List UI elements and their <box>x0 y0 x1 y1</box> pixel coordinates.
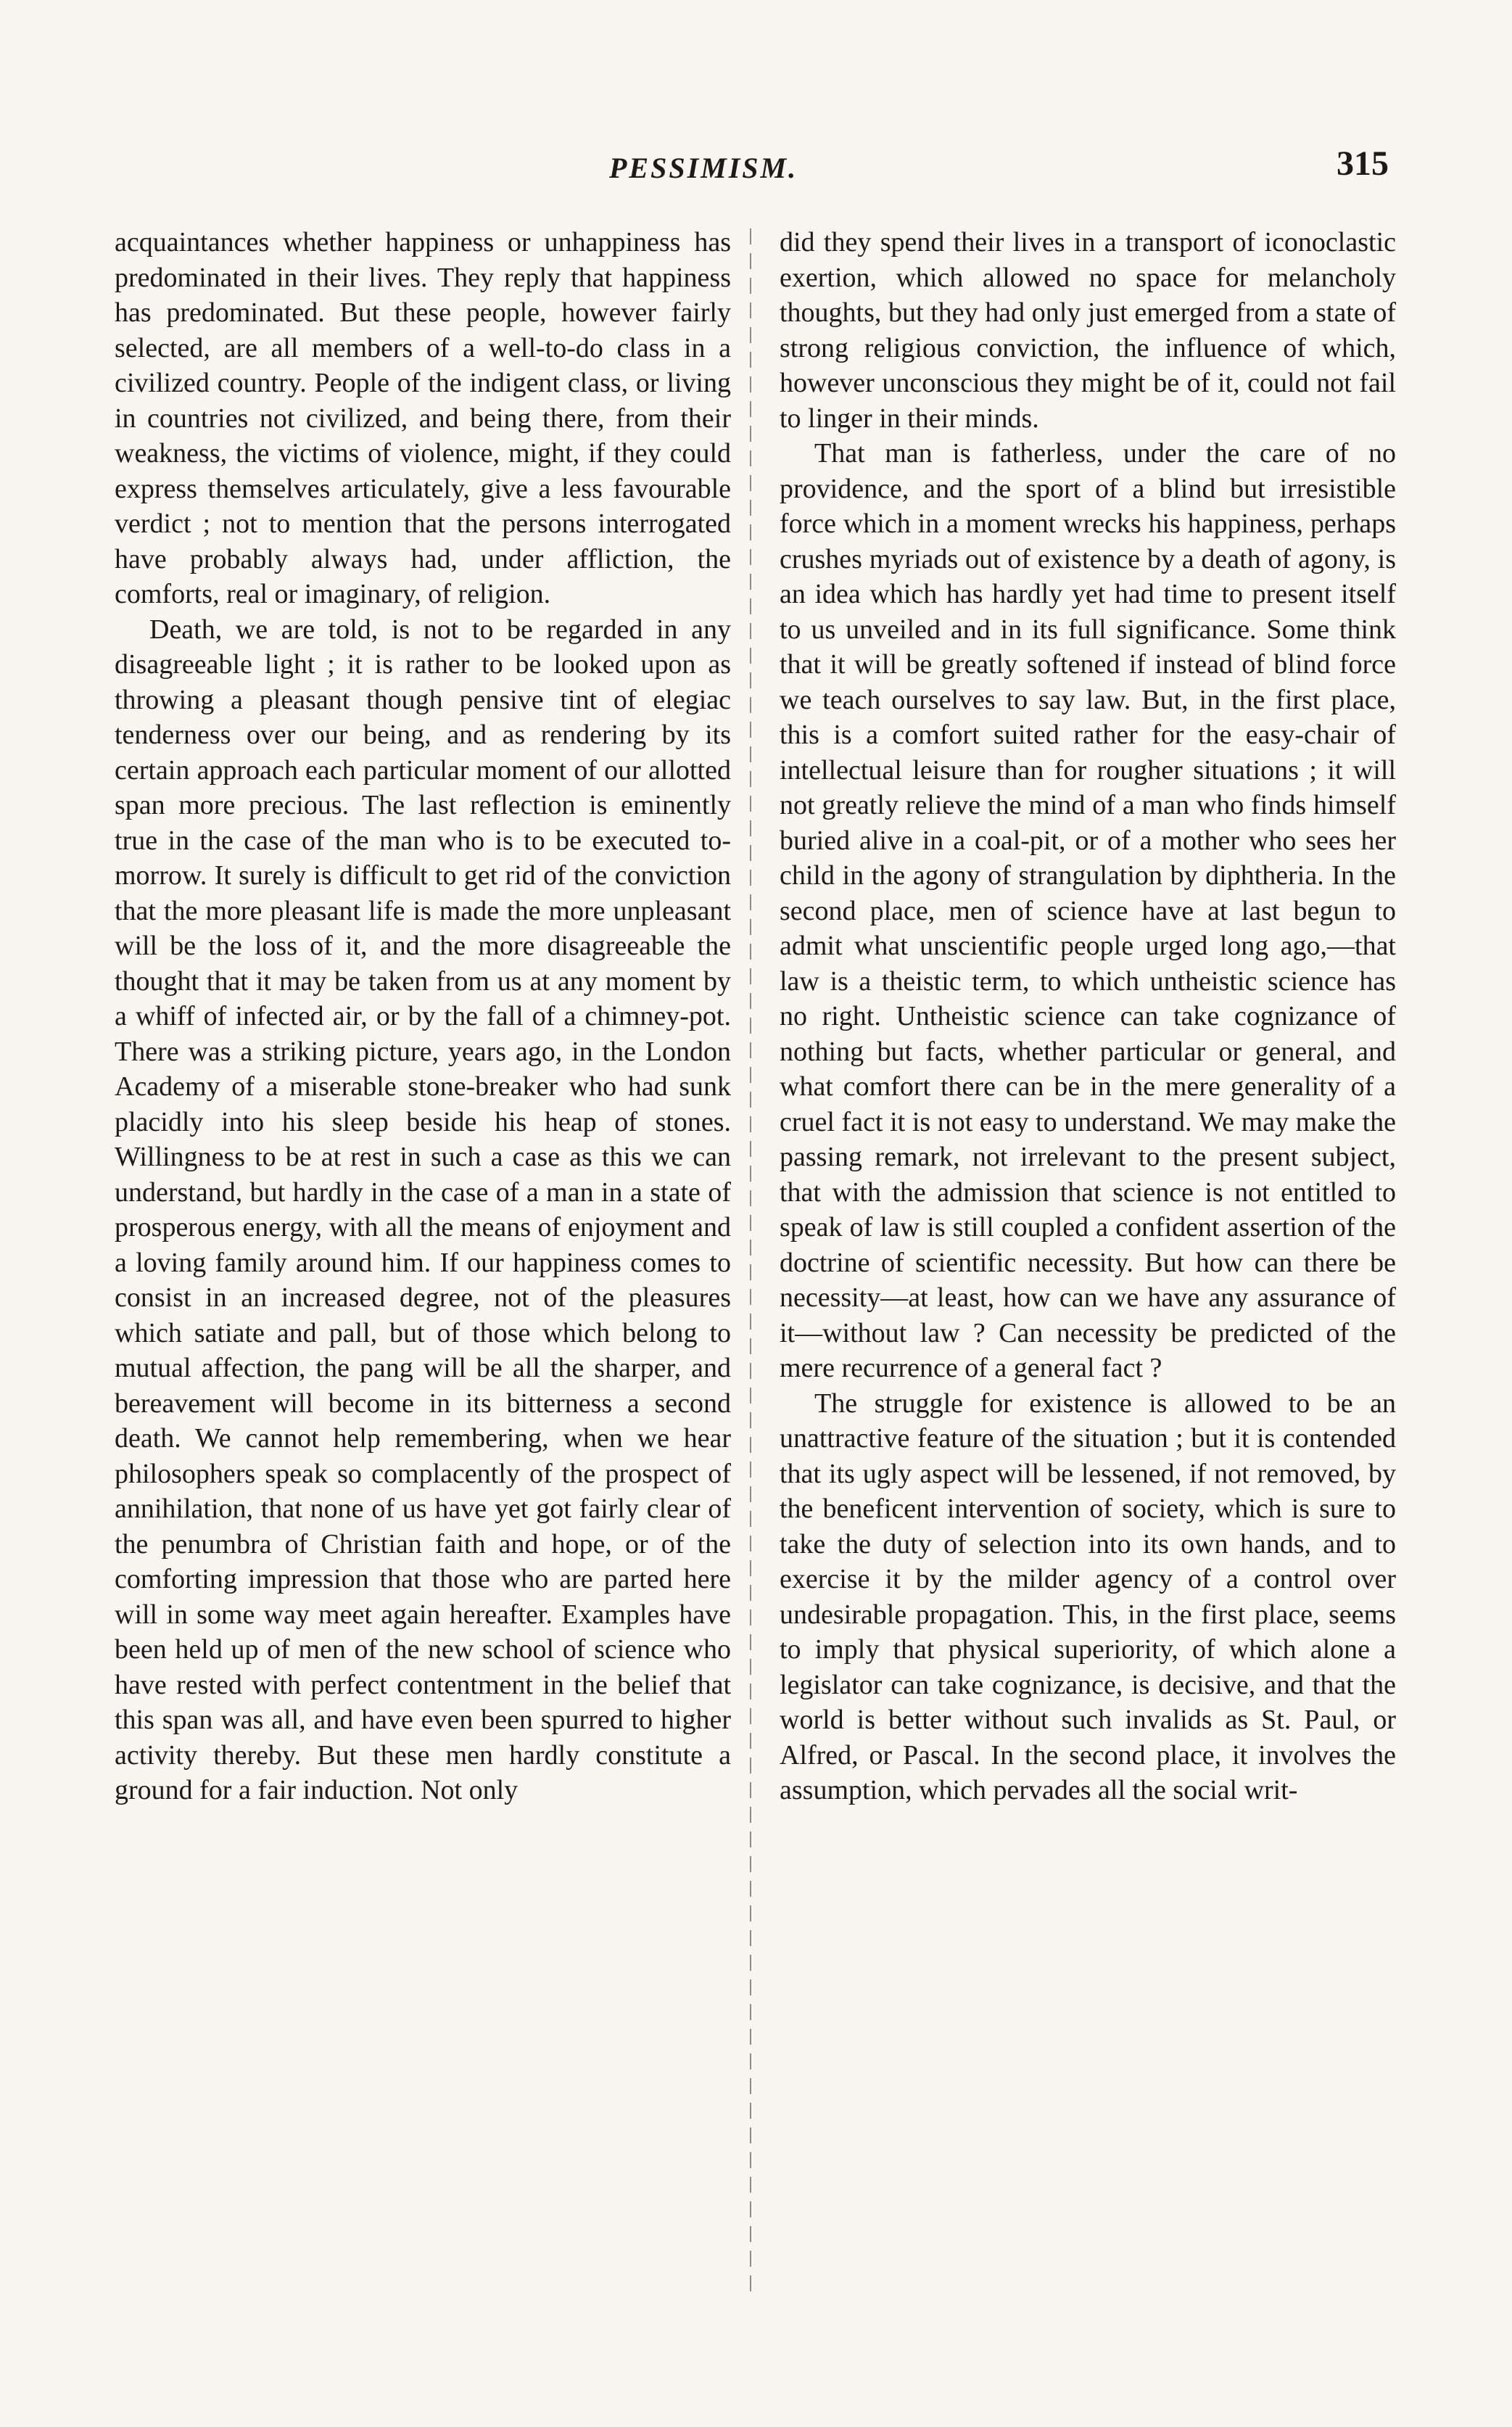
right-text-column <box>780 225 1396 1808</box>
left-text-column <box>115 225 731 1808</box>
page-number: 315 <box>1337 144 1389 183</box>
paragraph: The struggle for existence is allowed to be an unattractive feature of the situation ; but it is contended that its ugly aspect will be lessened, if not removed, by the beneficent intervention of society, which is sure to take the duty of selection into its own hands, and to exercise it by the milder agency of a control over undesirable propagation. This, in the first place, seems to imply that physical superiority, of which alone a legislator can take cognizance, is decisive, and that the world is better without such invalids as St. Paul, or Alfred, or Pascal. In the second place, it involves the assumption, which pervades all the social writ- <box>780 1388 1396 1805</box>
paragraph: acquaintances whether happiness or unhappiness has predominated in their lives. They reply that happiness has predominated. But these people, however fairly selected, are all members of a well-to-do class in a civilized country. People of the indigent class, or living in countries not civilized, and being there, from their weakness, the victims of violence, might, if they could express themselves articulately, give a less favourable verdict ; not to mention that the persons interrogated have probably always had, under affliction, the comforts, real or imaginary, of religion. <box>115 227 731 609</box>
running-head-title: PESSIMISM. <box>609 152 798 184</box>
paragraph: That man is fatherless, under the care of no providence, and the sport of a blind but irresistible force which in a moment wrecks his happiness, perhaps crushes myriads out of existence by a death of agony, is an idea which has hardly yet had time to present itself to us unveiled and in its full significance. Some think that it will be greatly softened if instead of blind force we teach ourselves to say law. But, in the first place, this is a comfort suited rather for the easy-chair of intellectual leisure than for rougher situations ; it will not greatly relieve the mind of a man who finds himself buried alive in a coal-pit, or of a mother who sees her child in the agony of strangulation by diphtheria. In the second place, men of science have at last begun to admit what unscientific people urged long ago,—that law is a theistic term, to which untheistic science has no right. Untheistic science can take cognizance of nothing but facts, whether particular or general, and what comfort there can be in the mere generality of a cruel fact it is not easy to understand. We may make the passing remark, not irrelevant to the present subject, that with the admission that science is not entitled to speak of law is still coupled a confident assertion of the doctrine of scientific necessity. But how can there be necessity—at least, how can we have any assurance of it—without law ? Can necessity be predicted of the mere recurrence of a general fact ? <box>780 438 1396 1383</box>
column-divider <box>750 228 751 2299</box>
paragraph: Death, we are told, is not to be regarded in any disagreeable light ; it is rather to be looked upon as throwing a pleasant though pensive tint of elegiac tenderness over our being, and as rendering by its certain approach each particular moment of our allotted span more precious. The last reflection is eminently true in the case of the man who is to be executed to-morrow. It surely is difficult to get rid of the conviction that the more pleasant life is made the more unpleasant will be the loss of it, and the more disagreeable the thought that it may be taken from us at any moment by a whiff of infected air, or by the fall of a chimney-pot. There was a striking picture, years ago, in the London Academy of a miserable stone-breaker who had sunk placidly into his sleep beside his heap of stones. Willingness to be at rest in such a case as this we can understand, but hardly in the case of a man in a state of prosperous energy, with all the means of enjoyment and a loving family around him. If our happiness comes to consist in an increased degree, not of the pleasures which satiate and pall, but of those which belong to mutual affection, the pang will be all the sharper, and bereavement will become in its bitterness a second death. We cannot help remembering, when we hear philosophers speak so complacently of the prospect of annihilation, that none of us have yet got fairly clear of the penumbra of Christian faith and hope, or of the comforting impression that those who are parted here will in some way meet again hereafter. Examples have been held up of men of the new school of science who have rested with perfect contentment in the belief that this span was all, and have even been spurred to higher activity thereby. But these men hardly constitute a ground for a fair induction. Not only <box>115 614 731 1805</box>
paragraph: did they spend their lives in a transport of iconoclastic exertion, which allowed no space for melancholy thoughts, but they had only just emerged from a state of strong religious conviction, the influence of which, however unconscious they might be of it, could not fail to linger in their minds. <box>780 227 1396 434</box>
